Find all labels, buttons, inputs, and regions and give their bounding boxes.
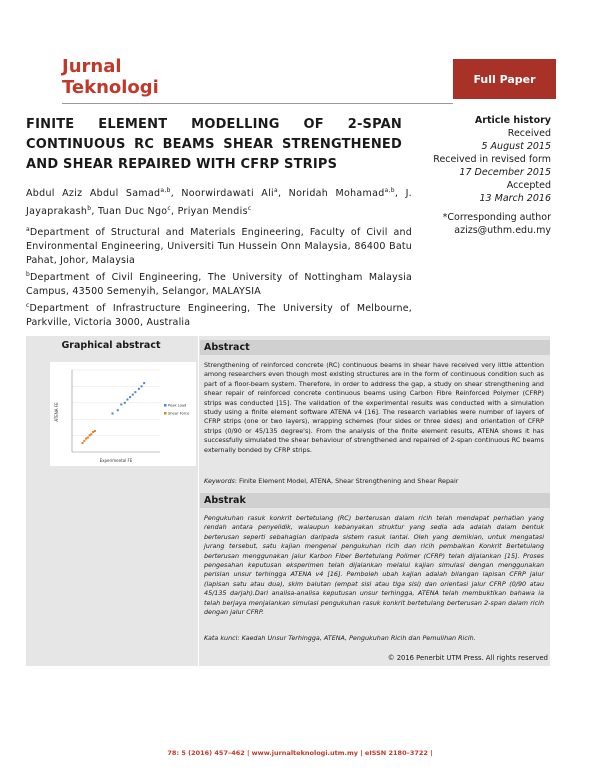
author-name: , J. Jayaprakash — [26, 188, 412, 218]
keywords — [204, 477, 544, 486]
kata-kunci-list: : Kaedah Unsur Terhingga, ATENA, Pengukuhan Ricih dan Pemulihan Ricih. — [237, 634, 476, 642]
author-affil-sup: c — [247, 205, 252, 213]
data-point — [132, 394, 134, 396]
author-name: , Noorwirdawati Ali — [170, 188, 274, 200]
author-affil-sup: c — [167, 205, 171, 213]
keywords-label: Keywords — [204, 477, 235, 485]
abstract-text: Strengthening of reinforced concrete (RC) continuous beams in shear have received very little attention among researchers even though most existing structures are in the form of continuous condition such as part of a floor-beam system. Therefore, in order to address the gap, a study on shear strengthening and shear repair of reinforced concrete continuous beams using Carbon Fibre Reinforced Polymer (CFRP) strips was conducted [15]. The validation of the experimental results was conducted with a simulation study using a finite element software ATENA v4 [16]. The research variables were number of layers of CFRP strips (one or two layers), wrapping schemes (four sides or three sides) and orientation of CFRP strips (0/90 or 45/135 degree's). From the analysis of the finite element results, ATENA shows it has successfully simulated the shear behaviour of strengthened and repaired of 2-span continuous RC beams externally bonded by CFRP strips. — [204, 361, 544, 454]
column-divider — [198, 336, 199, 666]
abstrak-heading: Abstrak — [200, 493, 550, 508]
journal-name-line2: Teknologi — [62, 77, 159, 98]
author-list — [26, 183, 412, 219]
affiliation-a — [26, 223, 412, 268]
affil-sup: c — [26, 302, 30, 310]
data-point — [124, 402, 126, 404]
author-name: , Noridah Mohamad — [277, 188, 385, 200]
keywords-list: : Finite Element Model, ATENA, Shear Strengthening and Shear Repair — [234, 477, 459, 485]
data-point — [94, 430, 96, 432]
data-point — [138, 388, 140, 390]
graphical-abstract-heading: Graphical abstract — [61, 340, 161, 351]
author-affil-sup: a — [273, 187, 278, 194]
accepted-label: Accepted — [506, 180, 551, 191]
data-point — [85, 438, 87, 440]
full-paper-badge: Full Paper — [453, 59, 556, 99]
data-point — [92, 431, 94, 433]
legend-label: Shear Force — [168, 411, 190, 416]
graphical-abstract-chart — [50, 362, 196, 466]
affiliation-c — [26, 299, 412, 330]
data-point — [129, 396, 131, 398]
corresponding-label: *Corresponding author — [442, 212, 551, 223]
article-history — [424, 114, 551, 205]
copyright-notice: © 2016 Penerbit UTM Press. All rights reserved — [387, 654, 548, 662]
affil-sup: b — [26, 271, 31, 279]
affil-text: Department of Infrastructure Engineering, The University of Melbourne, Parkville, Victoria 3000, Australia — [26, 303, 412, 329]
abstrak-text: Pengukuhan rasuk konkrit bertetulang (RC) berterusan dalam ricih telah mendapat perhatian yang rendah antara penyelidik, walaupun kebanyakan struktur yang sedia ada adalah dalam bentuk berterusan seperti sebahagian daripada sistem rasuk lantai. Oleh yang demikian, untuk mengatasi jurang tersebut, satu kajian mengenai pengukuhan ricih dan ricih pembaikan Konkrit Bertetulang berterusan menggunakan jalur Karbon Fiber Bertetulang Polimer (CFRP) telah dijalankan [15]. Proses pengesahan keputusan eksperimen telah dijalankan melalui kajian simulasi dengan menggunakan perisian unsur terhingga ATENA v4 [16]. Pemboleh ubah kajian adalah bilangan lapisan CFRP jalur (lapisan satu atau dua), skim balutan (empat sisi atau tiga sisi) dan orientasi jalur CFRP (0/90 atau 45/135 darjah).Dari analisa-analisa keputusan unsur terhingga, ATENA telah membuktikan bahawa ia telah berjaya menjalankan simulasi pengukuhan rasuk konkrit bertetulang berterusan 2-span dalam ricih dengan jalur CFRP. — [204, 514, 544, 617]
history-heading: Article history — [474, 115, 551, 126]
data-point — [141, 385, 143, 387]
author-name: , Tuan Duc Ngo — [91, 206, 168, 218]
journal-name-line1: Jurnal — [62, 56, 122, 77]
revised-date: 17 December 2015 — [459, 167, 551, 178]
accepted-date: 13 March 2016 — [479, 193, 551, 204]
kata-kunci — [204, 634, 544, 643]
author-affil-sup: b — [87, 205, 92, 213]
data-point — [87, 437, 89, 439]
affil-sup: a — [26, 226, 30, 233]
legend-marker — [164, 404, 167, 407]
data-point — [134, 391, 136, 393]
abstract-heading: Abstract — [200, 340, 550, 355]
kata-kunci-label: Kata kunci — [204, 634, 238, 642]
author-affil-sup: a,b — [384, 187, 395, 194]
affiliation-b — [26, 268, 412, 299]
data-point — [90, 433, 92, 435]
affil-text: Department of Structural and Materials Engineering, Faculty of Civil and Environmental Engineering, Universiti Tun Hussein Onn Malaysia, 86400 Batu Pahat, Johor, Malaysia — [26, 227, 412, 267]
affiliations — [26, 223, 412, 330]
legend-marker — [164, 412, 167, 415]
affil-text: Department of Civil Engineering, The University of Nottingham Malaysia Campus, 43500 Semenyih, Selangor, MALAYSIA — [26, 272, 412, 298]
legend-label: Peak Load — [168, 403, 187, 408]
data-point — [117, 409, 119, 411]
received-date: 5 August 2015 — [481, 141, 551, 152]
paper-title: FINITE ELEMENT MODELLING OF 2-SPAN CONTINUOUS RC BEAMS SHEAR STRENGTHENED AND SHEAR REPAIRED WITH CFRP STRIPS — [26, 117, 402, 172]
revised-label: Received in revised form — [433, 154, 551, 165]
data-point — [126, 399, 128, 401]
received-label: Received — [507, 128, 551, 139]
author-affil-sup: a,b — [160, 187, 171, 194]
data-point — [111, 412, 113, 414]
corresponding-email[interactable]: azizs@uthm.edu.my — [454, 225, 551, 236]
author-name: , Priyan Mendis — [171, 206, 248, 218]
data-point — [89, 434, 91, 436]
corresponding-author — [424, 211, 551, 237]
journal-logo — [62, 56, 159, 98]
data-point — [143, 382, 145, 384]
author-name: Abdul Aziz Abdul Samad — [26, 188, 161, 200]
data-point — [82, 442, 84, 444]
data-point — [120, 403, 122, 405]
chart-y-label: ATENA FE — [54, 402, 59, 422]
chart-x-label: Experimental FE — [99, 458, 133, 463]
header-divider — [62, 103, 453, 104]
data-point — [83, 440, 85, 442]
page-footer: 78: 5 (2016) 457–462 | www.jurnalteknologi.utm.my | eISSN 2180–3722 | — [167, 749, 433, 757]
